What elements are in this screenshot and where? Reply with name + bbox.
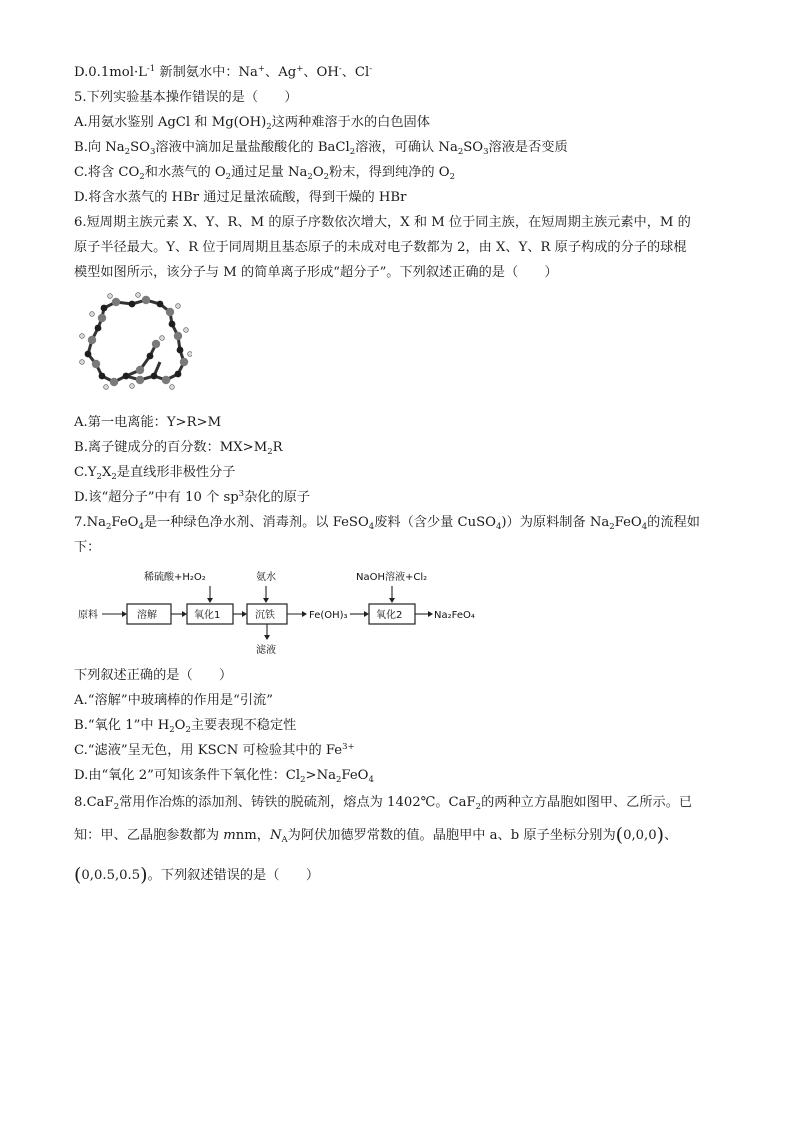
q6-option-a: A.第一电离能：Y>R>M [74,415,222,430]
oxidation-2-step: 氧化2 [376,610,403,621]
q6-stem-line1: 6.短周期主族元素 X、Y、R、M 的原子序数依次增大，X 和 M 位于同主族，在短周期主族元素中，M 的 [74,215,691,230]
q7-option-a: A.“溶解”中玻璃棒的作用是“引流” [74,693,273,708]
q7-ask: 下列叙述正确的是（ ） [74,668,233,683]
q8-stem-line3: (0,0.5,0.5)。下列叙述错误的是（ ） [74,864,320,886]
ball-stick-molecule-figure [74,292,192,392]
q6-option-d: D.该“超分子”中有 10 个 $sp^3$杂化的原子 [74,489,311,505]
q6-option-b: B.离子键成分的百分数：$MX>M_2R$ [74,440,283,457]
raw-material-label: 原料 [78,610,98,621]
process-flow-diagram [74,568,480,658]
coordinate-a: 0,0,0 [623,828,657,843]
q6-stem-line2: 原子半径最大。Y、R 位于同周期且基态原子的未成对电子数都为 2，由 X、Y、R 原子构成的分子的球棍 [74,240,687,255]
reagent-ammonia: 氨水 [256,572,276,583]
q7-option-b: B.“氧化 1”中 $H_2O_2$主要表现不稳定性 [74,718,297,735]
q6-option-c: $C.Y_2X_2$是直线形非极性分子 [74,465,236,482]
reagent-naoh-chlorine: NaOH溶液+Cl₂ [356,572,428,583]
reagent-acid-peroxide: 稀硫酸+H₂O₂ [144,572,206,583]
dissolve-step: 溶解 [137,610,157,621]
q5-stem: 5.下列实验基本操作错误的是（ ） [74,90,298,105]
q6-stem-line3: 模型如图所示，该分子与 M 的简单离子形成“超分子”。下列叙述正确的是（ ） [74,265,558,280]
q7-stem-line1: $7.Na_2FeO_4$是一种绿色净水剂、消毒剂。以 FeSO$_4$废料（含少量 CuSO$_4$)）为原料制备 $Na_2FeO_4$的流程如 [74,515,700,532]
q7-option-d: D.由“氧化 2”可知该条件下氧化性：$Cl_2>Na_2FeO_4$ [74,768,374,785]
oxidation-1-step: 氧化1 [194,610,221,621]
coordinate-b: 0,0.5,0.5 [81,868,141,883]
q5-option-c: C.将含 $CO_2$和水蒸气的 $O_2$通过足量 $Na_2O_2$粉末，得到纯净的 $O_2$ [74,165,456,182]
iron-precipitation-step: 沉铁 [255,610,275,621]
fe-oh3-label: Fe(OH)₃ [309,610,348,621]
q7-stem-line2: 下： [74,540,101,555]
q7-option-c: C.“滤液”呈无色，用 KSCN 可检验其中的 $Fe^{3+}$ [74,742,355,758]
filtrate-label: 滤液 [256,645,276,656]
q8-stem-line2: 知：甲、乙晶胞参数都为 mnm，$N_A$为阿伏加德罗常数的值。晶胞甲中 a、b 原子坐标分别为(0,0,0)、 [74,824,678,846]
q5-option-b: B.向 $Na_2SO_3$溶液中滴加足量盐酸酸化的 BaCl$_2$溶液，可确认 $Na_2SO_3$溶液是否变质 [74,140,568,157]
q8-stem-line1: 8.CaF$_2$常用作冶炼的添加剂、铸铁的脱硫剂，熔点为 1402℃。CaF$_2$的两种立方晶胞如图甲、乙所示。已 [74,795,693,812]
product-label: Na₂FeO₄ [434,610,475,621]
q5-option-a: A.用氨水鉴别 AgCl 和 $Mg(OH)_2$这两种难溶于水的白色固体 [74,115,430,132]
q5-option-d: D.将含水蒸气的 HBr 通过足量浓硫酸，得到干燥的 HBr [74,190,407,205]
prev-question-option-d: $D.0.1mol\cdot L^{-1}$ 新制氨水中：Na+、Ag+、OH-、Cl- [74,64,373,80]
